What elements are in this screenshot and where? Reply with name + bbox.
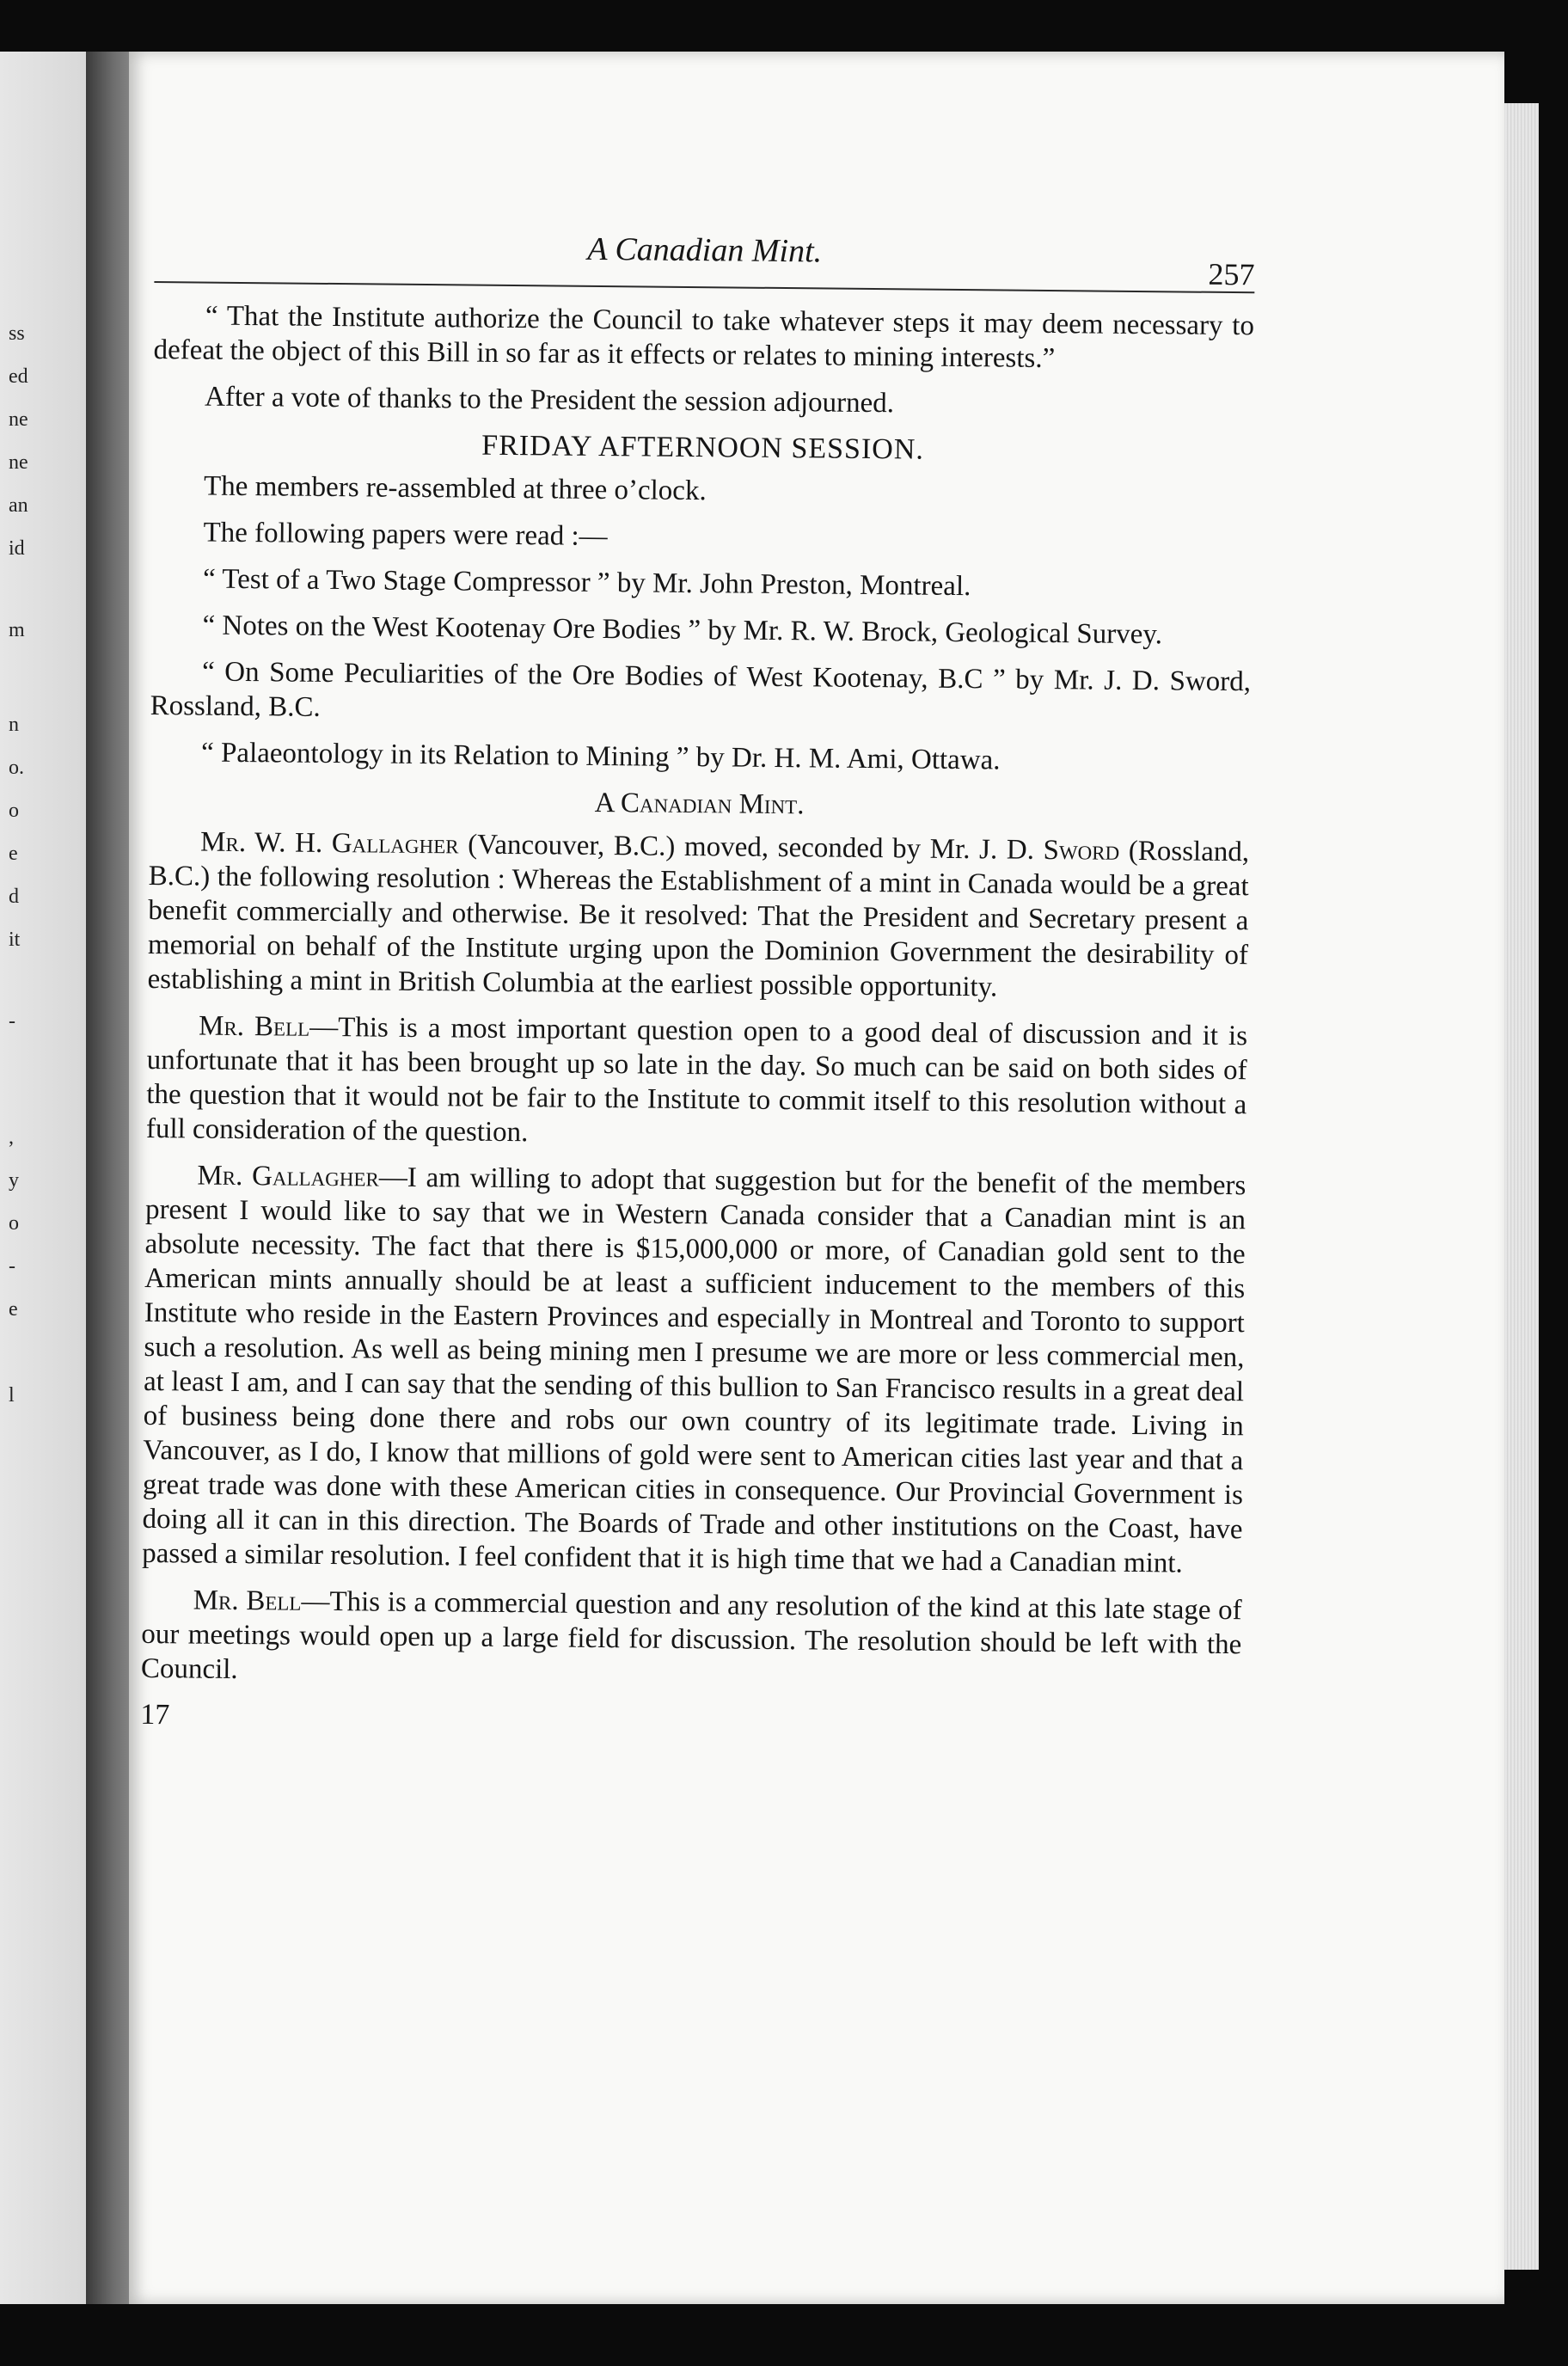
signature-mark: 17	[140, 1698, 170, 1732]
speaker-name: Mr. Bell	[193, 1584, 302, 1617]
speaker-name: Mr. W. H. Gallagher	[199, 826, 459, 861]
facing-page-fragment: o	[9, 1212, 19, 1235]
facing-page-fragment: e	[9, 1298, 18, 1321]
quoted-resolution: “ That the Institute authorize the Council to take whatever steps it may deem necessary to defeat the object of this Bill in so far as it effects or relates to mining interests.”	[153, 300, 1255, 375]
running-head	[154, 228, 1255, 290]
facing-page-fragment: m	[9, 619, 25, 641]
section-heading: A Canadian Mint.	[594, 787, 805, 821]
facing-page-fragment: ne	[9, 451, 28, 474]
facing-page-edge	[0, 52, 86, 2304]
page-number: 257	[1208, 256, 1255, 292]
paragraph-text: —This is a most important question open to a good deal of discussion and it is unfortunate that it has been brought up so late in the day. So much can be said on both sides of the question that it would not be fair to the Institute to commit itself to this resolution without a full consideration of the question.	[145, 1011, 1248, 1149]
facing-page-fragment: e	[9, 843, 18, 865]
facing-page-fragment: l	[9, 1384, 15, 1407]
paragraph-text: —This is a commercial question and any resolution of the kind at this late stage of our meetings would open up a large field for discussion. The resolution should be left with the Council.	[140, 1585, 1242, 1686]
paper-entry: “ Notes on the West Kootenay Ore Bodies ” by Mr. R. W. Brock, Geological Survey.	[202, 610, 1163, 651]
paragraph: After a vote of thanks to the President the session adjourned.	[204, 381, 895, 420]
paper-entry: “ Test of a Two Stage Compressor ” by Mr. John Preston, Montreal.	[202, 563, 971, 603]
paragraph	[146, 1008, 1247, 1156]
paragraph-text: (Rossland, B.C.) the following resolution : Whereas the Establishment of a mint in Canada would be a great benefit commercially and otherwise. Be it resolved: That the President and Secretary present a memorial on behalf of the Institute urging upon the Dominion Government the desirability of establishing a mint in British Columbia at the earliest possible opportunity.	[147, 835, 1250, 1003]
facing-page-fragment: it	[9, 929, 21, 951]
paper-entry: “ On Some Peculiarities of the Ore Bodies of West Kootenay, B.C ” by Mr. J. D. Sword, Rossland, B.C.	[150, 656, 1252, 723]
facing-page-fragment: o.	[9, 757, 24, 779]
facing-page-fragment: -	[9, 1010, 15, 1033]
page-content	[140, 228, 1255, 1743]
facing-page-fragment: an	[9, 494, 28, 517]
facing-page-fragment: ed	[9, 365, 28, 388]
running-title: A Canadian Mint.	[587, 230, 823, 270]
section-heading: FRIDAY AFTERNOON SESSION.	[481, 429, 925, 466]
paragraph	[147, 824, 1249, 1007]
paper-entry: “ Palaeontology in its Relation to Mining ” by Dr. H. M. Ami, Ottawa.	[200, 737, 1001, 776]
speaker-name: Mr. Bell	[198, 1010, 310, 1043]
paragraph-text: (Vancouver, B.C.) moved, seconded by Mr. J. D.	[458, 829, 1044, 866]
paragraph	[142, 1158, 1246, 1581]
page-stack-edge	[1504, 103, 1539, 2270]
facing-page-fragment: d	[9, 886, 19, 908]
paragraph: The following papers were read :—	[203, 517, 608, 553]
paragraph-text: —I am willing to adopt that suggestion but for the benefit of the members present I would like to say that we in Western Canada consider that a Canadian mint is an absolute necessity. The fact that there is $15,000,000 or more, of Canadian gold sent to the American mints annually should be at least a sufficient inducement to the members of this Institute who reside in the Eastern Provinces and especially in Montreal and Toronto to support such a resolution. As well as being mining men I presume we are more or less commercial men, at least I am, and I can say that the sending of this bullion to San Francisco results in a great deal of business being done there and robs our own country of its legitimate trade. Living in Vancouver, as I do, I know that millions of gold were sent to American cities last year and that a great trade was done with these American cities in consequence. Our Provincial Government is doing all it can in this direction. The Boards of Trade and other institutions on the Coast, have passed a similar resolution. I feel confident that it is high time that we had a Canadian mint.	[142, 1162, 1246, 1579]
facing-page-fragment: ne	[9, 408, 28, 431]
facing-page-fragment: o	[9, 800, 19, 822]
paragraph	[141, 1583, 1242, 1696]
facing-page-fragment: n	[9, 714, 19, 736]
facing-page-fragment: id	[9, 537, 25, 560]
speaker-name: Mr. Gallagher	[197, 1160, 380, 1193]
speaker-name: Sword	[1043, 834, 1120, 867]
paragraph: The members re-assembled at three o’clock.	[203, 470, 707, 507]
facing-page-fragment: y	[9, 1169, 19, 1192]
facing-page-fragment: ss	[9, 322, 25, 345]
facing-page-fragment: ,	[9, 1126, 14, 1149]
facing-page-fragment: -	[9, 1255, 15, 1278]
